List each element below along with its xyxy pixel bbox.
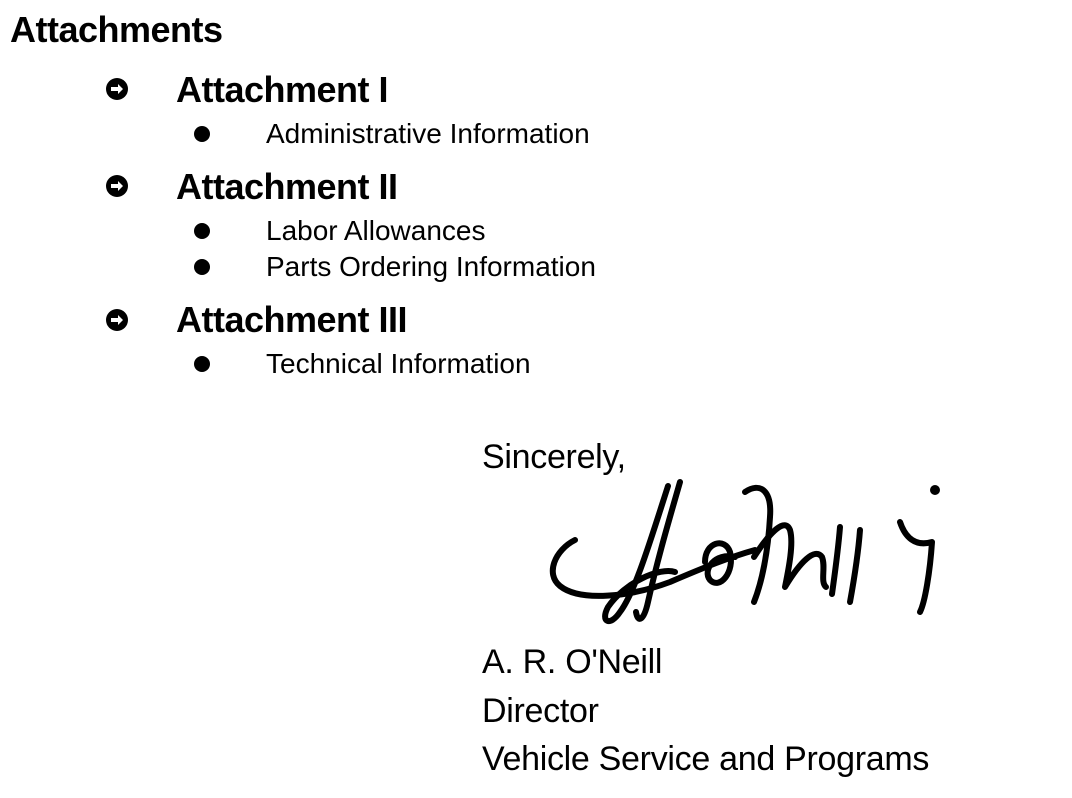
arrow-bullet-icon [106,309,128,331]
signer-name: A. R. O'Neill [482,643,663,681]
bullet-icon [194,259,210,275]
attachment-title: Attachment I [176,69,389,110]
bullet-icon [194,126,210,142]
arrow-bullet-icon [106,78,128,100]
signature-image [540,462,960,632]
attachment-item: Labor Allowances [266,215,486,246]
signer-title: Director [482,692,599,730]
arrow-bullet-icon [106,175,128,197]
attachment-item: Technical Information [266,348,531,379]
bullet-icon [194,356,210,372]
attachment-title: Attachment III [176,299,408,340]
bullet-icon [194,223,210,239]
closing-text: Sincerely, [482,438,626,476]
signer-department: Vehicle Service and Programs [482,740,930,778]
attachment-item: Parts Ordering Information [266,251,596,282]
attachment-title: Attachment II [176,166,398,207]
attachment-item: Administrative Information [266,118,590,149]
attachments-heading: Attachments [10,9,223,50]
